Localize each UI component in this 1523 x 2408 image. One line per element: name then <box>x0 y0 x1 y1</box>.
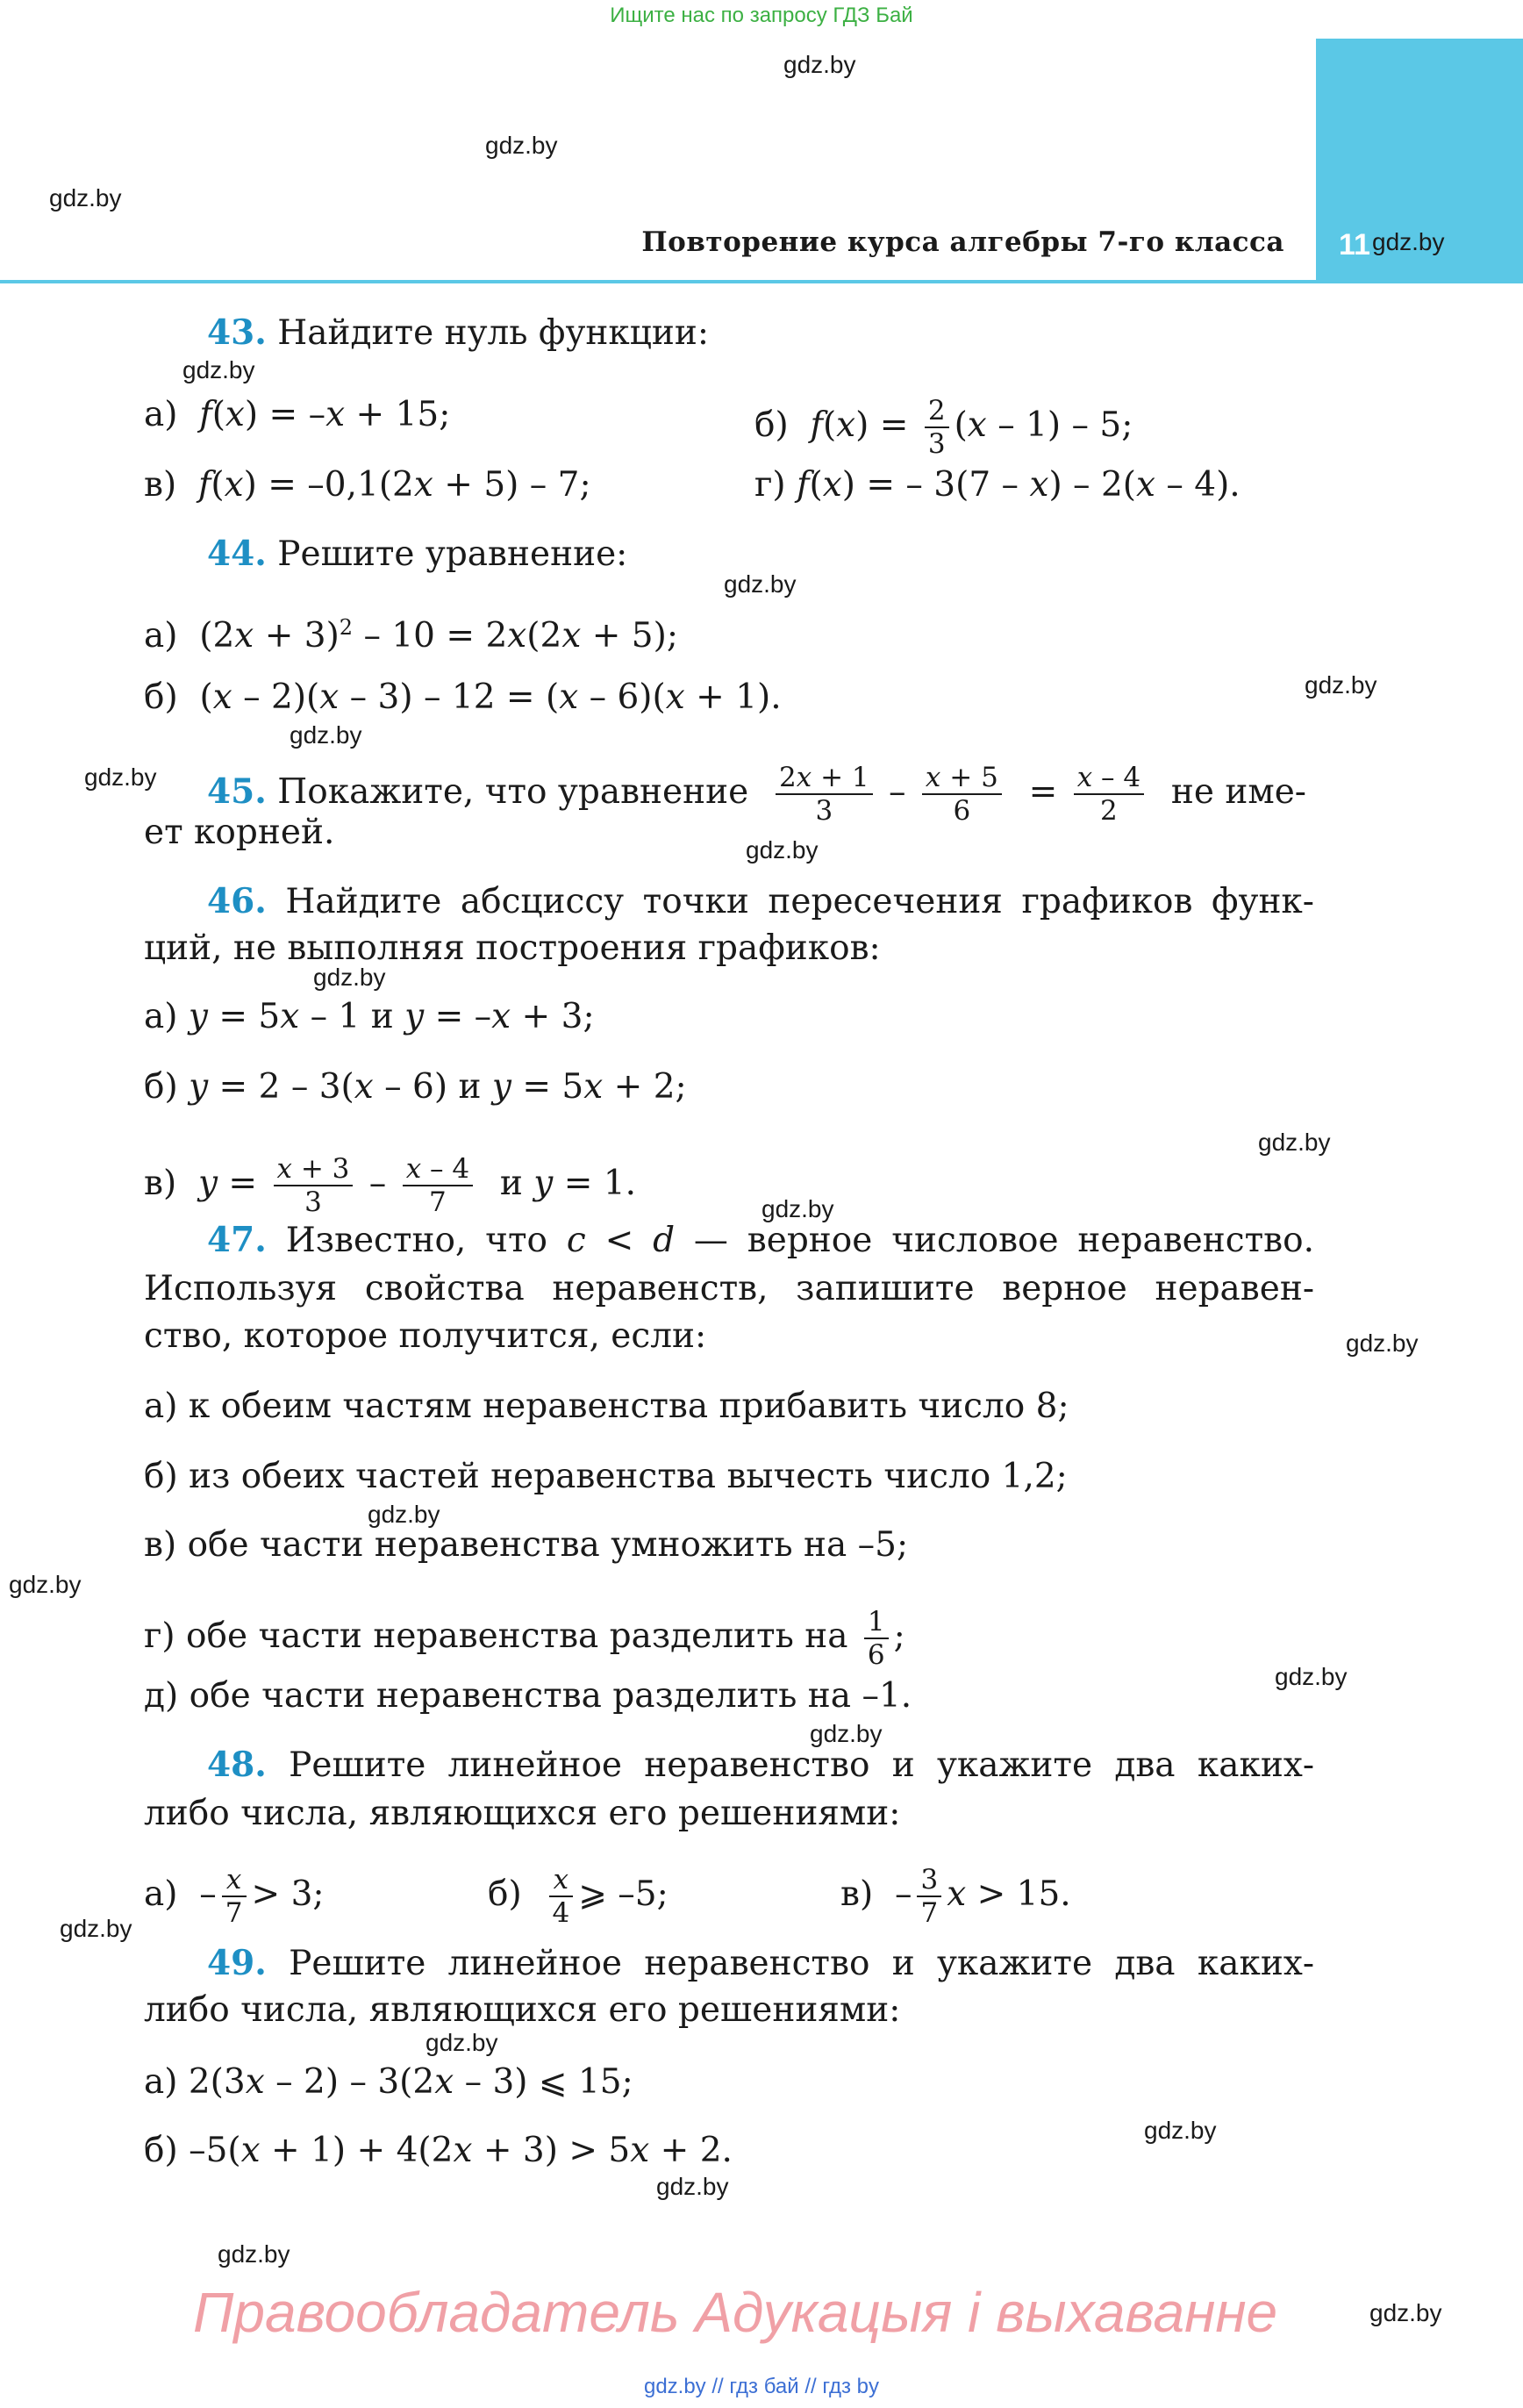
exercise-45-line1: 45. Покажите, что уравнение $\frac{2x + 1}{3}$ – $\frac{x + 5}{6}$ = $\frac{x - 4}{2}$ не име- <box>207 762 1306 827</box>
exercise-43-a: а) f(x) = –x + 15; <box>144 395 451 434</box>
watermark: gdz.by <box>1305 671 1377 699</box>
watermark: gdz.by <box>1369 2299 1442 2326</box>
watermark: gdz.by <box>810 1720 883 1747</box>
watermark: gdz.by <box>485 132 558 159</box>
exercise-44-b: б) (x – 2)(x – 3) – 12 = (x – 6)(x + 1). <box>144 677 782 717</box>
exercise-46-b: б) y = 2 – 3(x – 6) и y = 5x + 2; <box>144 1067 687 1107</box>
watermark: gdz.by <box>425 2029 498 2056</box>
exercise-44-title: 44. Решите уравнение: <box>207 534 628 574</box>
exercise-48-v: в) – $\frac{3}{7}$ x > 15. <box>840 1864 1071 1929</box>
exercise-47-b: б) из обеих частей неравенства вычесть число 1,2; <box>144 1457 1068 1496</box>
watermark: gdz.by <box>1144 2117 1217 2144</box>
exercise-47-v: в) обе части неравенства умножить на –5; <box>144 1525 909 1565</box>
watermark: gdz.by <box>1372 228 1445 255</box>
footer-links[interactable]: gdz.by // гдз бай // гдз by <box>643 2375 880 2398</box>
exercise-46-a: а) y = 5x – 1 и y = –x + 3; <box>144 997 595 1036</box>
watermark: gdz.by <box>724 570 797 598</box>
exercise-49-line2: либо числа, являющихся его решениями: <box>144 1990 901 2030</box>
exercise-49-b: б) –5(x + 1) + 4(2x + 3) > 5x + 2. <box>144 2131 733 2170</box>
watermark: gdz.by <box>762 1195 834 1222</box>
watermark: gdz.by <box>290 721 362 749</box>
top-note[interactable]: Ищите нас по запросу ГДЗ Бай <box>610 4 913 27</box>
exercise-47-line1: 47. Известно, что c < d — верное числовое неравенство. <box>207 1220 1315 1260</box>
exercise-48-line1: 48. Решите линейное неравенство и укажите два каких- <box>207 1745 1314 1785</box>
exercise-45-line2: ет корней. <box>144 813 335 852</box>
exercise-43-title: 43. Найдите нуль функции: <box>207 312 709 353</box>
watermark: gdz.by <box>1258 1129 1331 1156</box>
exercise-46-v: в) y = $\frac{x + 3}{3}$ – $\frac{x - 4}{7}$ и y = 1. <box>144 1153 637 1218</box>
watermark: gdz.by <box>746 836 819 864</box>
exercise-47-a: а) к обеим частям неравенства прибавить число 8; <box>144 1387 1069 1426</box>
exercise-49-line1: 49. Решите линейное неравенство и укажите два каких- <box>207 1943 1314 1983</box>
watermark: gdz.by <box>1275 1663 1348 1690</box>
watermark: gdz.by <box>60 1915 132 1942</box>
watermark: gdz.by <box>84 763 157 791</box>
exercise-44-a: а) $(2x + 3)^2 - 10 = 2x(2x + 5)$; <box>144 615 678 656</box>
copyright-notice: Правообладатель Адукацыя і выхаванне <box>193 2281 1278 2344</box>
page-number: 11 <box>1339 228 1370 262</box>
exercise-48-a: а) – $\frac{x}{7}$ > 3; <box>144 1864 325 1929</box>
watermark: gdz.by <box>9 1571 82 1598</box>
exercise-47-line3: ство, которое получится, если: <box>144 1316 707 1356</box>
exercise-43-v: в) f(x) = –0,1(2x + 5) – 7; <box>144 465 591 505</box>
exercise-49-a: а) 2(3x – 2) – 3(2x – 3) ⩽ 15; <box>144 2062 633 2102</box>
watermark: gdz.by <box>218 2240 290 2268</box>
exercise-48-b: б) $\frac{x}{4}$ ⩾ –5; <box>488 1864 669 1929</box>
watermark: gdz.by <box>368 1501 440 1528</box>
watermark: gdz.by <box>1346 1329 1419 1357</box>
exercise-47-g: г) обе части неравенства разделить на $\frac{1}{6}$ ; <box>144 1606 905 1671</box>
watermark: gdz.by <box>182 356 255 383</box>
running-title: Повторение курса алгебры 7-го класса <box>641 226 1284 258</box>
exercise-47-line2: Используя свойства неравенств, запишите верное неравен- <box>144 1269 1314 1308</box>
header-rule <box>0 280 1523 283</box>
exercise-47-d: д) обе части неравенства разделить на –1. <box>144 1676 912 1716</box>
exercise-48-line2: либо числа, являющихся его решениями: <box>144 1794 901 1833</box>
exercise-46-line1: 46. Найдите абсциссу точки пересечения графиков функ- <box>207 881 1314 921</box>
watermark: gdz.by <box>783 51 856 78</box>
watermark: gdz.by <box>656 2173 729 2200</box>
exercise-46-line2: ций, не выполняя построения графиков: <box>144 928 881 968</box>
watermark: gdz.by <box>313 964 386 991</box>
exercise-43-b: б) f(x) = $\frac{2}{3}$ (x – 1) – 5; <box>754 395 1133 460</box>
watermark: gdz.by <box>49 184 122 211</box>
exercise-43-g: г) f(x) = – 3(7 – x) – 2(x – 4). <box>754 465 1241 505</box>
